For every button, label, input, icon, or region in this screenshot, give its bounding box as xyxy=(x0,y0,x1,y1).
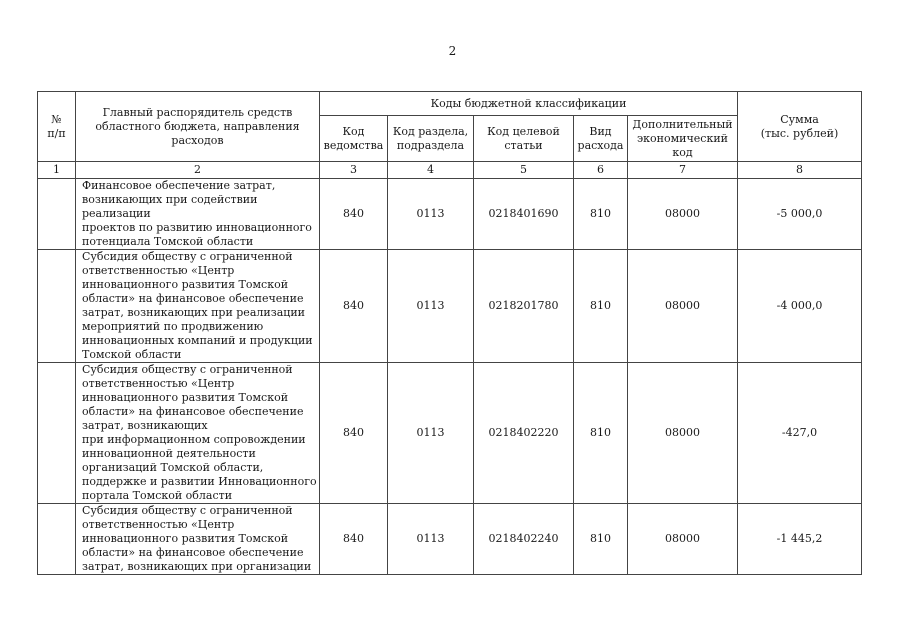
header-section-code: Код раздела, подраздела xyxy=(388,116,474,162)
row-num xyxy=(38,250,76,363)
column-number: 5 xyxy=(474,162,574,179)
row-expense-type: 810 xyxy=(574,504,628,575)
row-expense-type: 810 xyxy=(574,179,628,250)
row-expense-type: 810 xyxy=(574,363,628,504)
column-number: 3 xyxy=(320,162,388,179)
row-section-code: 0113 xyxy=(388,504,474,575)
header-num: № п/п xyxy=(38,92,76,162)
row-dept-code: 840 xyxy=(320,250,388,363)
header-econ-code: Дополнительный экономический код xyxy=(628,116,738,162)
row-num xyxy=(38,179,76,250)
table-row xyxy=(38,250,862,363)
header-distributor: Главный распорядитель средств областного бюджета, направления расходов xyxy=(76,92,320,162)
row-amount: -1 445,2 xyxy=(738,504,862,575)
column-number: 7 xyxy=(628,162,738,179)
row-description: Субсидия обществу с ограниченной ответственностью «Центр инновационного развития Томской области» на финансовое обеспечение затрат, возникающих при организации xyxy=(76,504,320,575)
row-econ-code: 08000 xyxy=(628,504,738,575)
row-dept-code: 840 xyxy=(320,504,388,575)
row-amount: -427,0 xyxy=(738,363,862,504)
row-dept-code: 840 xyxy=(320,179,388,250)
table-row xyxy=(38,504,862,575)
row-amount: -5 000,0 xyxy=(738,179,862,250)
row-amount: -4 000,0 xyxy=(738,250,862,363)
row-expense-type: 810 xyxy=(574,250,628,363)
budget-table xyxy=(37,91,862,575)
table-row xyxy=(38,179,862,250)
column-number: 6 xyxy=(574,162,628,179)
column-number: 2 xyxy=(76,162,320,179)
header-target-code: Код целевой статьи xyxy=(474,116,574,162)
row-target-code: 0218402240 xyxy=(474,504,574,575)
row-econ-code: 08000 xyxy=(628,363,738,504)
column-number: 8 xyxy=(738,162,862,179)
row-section-code: 0113 xyxy=(388,363,474,504)
row-econ-code: 08000 xyxy=(628,250,738,363)
row-num xyxy=(38,504,76,575)
header-codes-group: Коды бюджетной классификации xyxy=(320,92,738,116)
header-dept-code: Код ведомства xyxy=(320,116,388,162)
column-number: 4 xyxy=(388,162,474,179)
row-econ-code: 08000 xyxy=(628,179,738,250)
header-amount: Сумма (тыс. рублей) xyxy=(738,92,862,162)
row-target-code: 0218401690 xyxy=(474,179,574,250)
row-num xyxy=(38,363,76,504)
row-target-code: 0218201780 xyxy=(474,250,574,363)
row-description: Субсидия обществу с ограниченной ответственностью «Центр инновационного развития Томской области» на финансовое обеспечение затрат, возникающих при информационном сопровождении инновационной деятельности организаций Томской области, поддержке и развитии Инновационного портала Томской области xyxy=(76,363,320,504)
page-number: 2 xyxy=(448,44,457,58)
table-row xyxy=(38,363,862,504)
row-target-code: 0218402220 xyxy=(474,363,574,504)
column-number-row xyxy=(38,162,862,179)
column-number: 1 xyxy=(38,162,76,179)
row-section-code: 0113 xyxy=(388,250,474,363)
row-dept-code: 840 xyxy=(320,363,388,504)
row-description: Финансовое обеспечение затрат, возникающих при содействии реализации проектов по развитию инновационного потенциала Томской области xyxy=(76,179,320,250)
header-expense-type: Вид расхода xyxy=(574,116,628,162)
header-row-1 xyxy=(38,92,862,116)
row-section-code: 0113 xyxy=(388,179,474,250)
row-description: Субсидия обществу с ограниченной ответственностью «Центр инновационного развития Томской области» на финансовое обеспечение затрат, возникающих при реализации мероприятий по продвижению инновационных компаний и продукции Томской области xyxy=(76,250,320,363)
